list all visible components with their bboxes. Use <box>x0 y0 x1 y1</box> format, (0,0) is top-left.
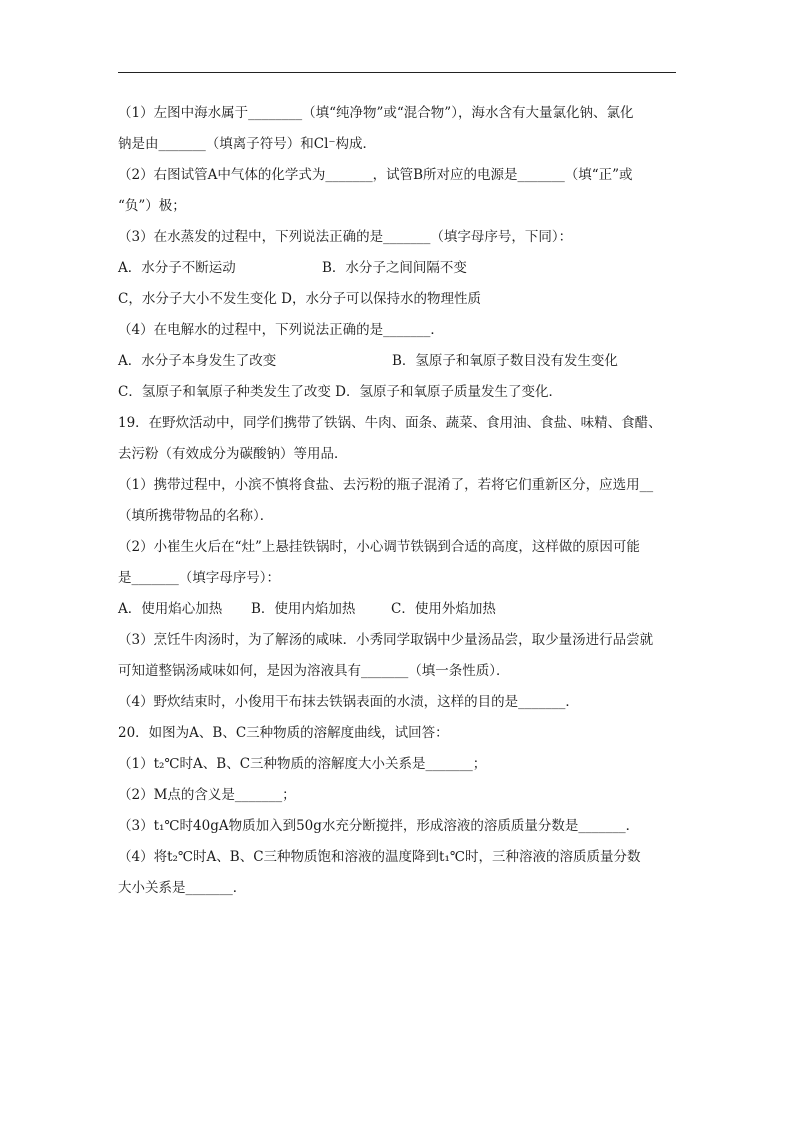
q19-part3-line1: （3）烹饪牛肉汤时，为了解汤的咸味．小秀同学取锅中少量汤品尝，取少量汤进行品尝就 <box>118 632 654 648</box>
q19-part2-option-a: A．使用焰心加热 <box>118 601 223 617</box>
q19-part3-line2: 可知道整锅汤咸味如何，是因为溶液具有_______（填一条性质）． <box>118 663 510 679</box>
q18-part3-option-a: A．水分子不断运动 <box>118 260 236 276</box>
q19-part2-line1: （2）小崔生火后在“灶”上悬挂铁锅时，小心调节铁锅到合适的高度，这样做的原因可能 <box>118 539 640 555</box>
q19-stem-line1: 19．在野炊活动中，同学们携带了铁锅、牛肉、面条、蔬菜、食用油、食盐、味精、食醋、 <box>118 415 662 431</box>
q18-part3-options-ab <box>118 253 678 284</box>
q19-stem-line2: 去污粉（有效成分为碳酸钠）等用品． <box>118 446 348 462</box>
q18-part3-stem: （3）在水蒸发的过程中，下列说法正确的是_______（填字母序号，下同）： <box>118 229 573 245</box>
q20-stem: 20．如图为A、B、C三种物质的溶解度曲线，试回答： <box>118 725 449 741</box>
q18-part1-line2: 钠是由_______（填离子符号）和Cl⁻构成． <box>118 136 377 152</box>
q18-part2-line2: “负”）极； <box>118 198 186 214</box>
q19-part1-line1: （1）携带过程中，小滨不慎将食盐、去污粉的瓶子混淆了，若将它们重新区分，应选用__ <box>118 477 654 493</box>
q18-part3-option-b: B．水分子之间间隔不变 <box>322 260 467 276</box>
question-content <box>118 98 678 904</box>
q18-part1-line1: （1）左图中海水属于________（填“纯净物”或“混合物”），海水含有大量氯化钠、氯化 <box>118 105 634 121</box>
q19-part2-option-c: C．使用外焰加热 <box>391 601 496 617</box>
q18-part4-option-b: B．氢原子和氧原子数目没有发生变化 <box>392 353 618 369</box>
q19-part1-line2: （填所携带物品的名称）． <box>118 508 274 524</box>
q19-part2-line2: 是_______（填字母序号）： <box>118 570 280 586</box>
q18-part4-option-a: A．水分子本身发生了改变 <box>118 353 277 369</box>
q18-part3-options-cd: C，水分子大小不发生变化 D，水分子可以保持水的物理性质 <box>118 291 481 307</box>
q20-part1: （1）t₂℃时A、B、C三种物质的溶解度大小关系是_______； <box>118 756 487 772</box>
q20-part3: （3）t₁℃时40gA物质加入到50g水充分断搅拌，形成溶液的溶质质量分数是_______． <box>118 818 640 834</box>
q18-part2-line1: （2）右图试管A中气体的化学式为_______，试管B所对应的电源是_______（填“正”或 <box>118 167 633 183</box>
q20-part4-line2: 大小关系是_______． <box>118 880 247 896</box>
q18-part4-stem: （4）在电解水的过程中，下列说法正确的是_______． <box>118 322 444 338</box>
q20-part4-line1: （4）将t₂℃时A、B、C三种物质饱和溶液的温度降到t₁℃时，三种溶液的溶质质量分数 <box>118 849 641 865</box>
q19-part2-option-b: B．使用内焰加热 <box>251 601 356 617</box>
q19-part4: （4）野炊结束时，小俊用干布抹去铁锅表面的水渍，这样的目的是_______． <box>118 694 579 710</box>
q18-part4-options-ab <box>118 346 678 377</box>
q20-part2: （2）M点的含义是_______； <box>118 787 296 803</box>
q19-part2-options <box>118 594 678 625</box>
q18-part4-options-cd: C．氢原子和氧原子种类发生了改变 D．氢原子和氧原子质量发生了变化． <box>118 384 562 400</box>
header-rule <box>118 72 676 73</box>
